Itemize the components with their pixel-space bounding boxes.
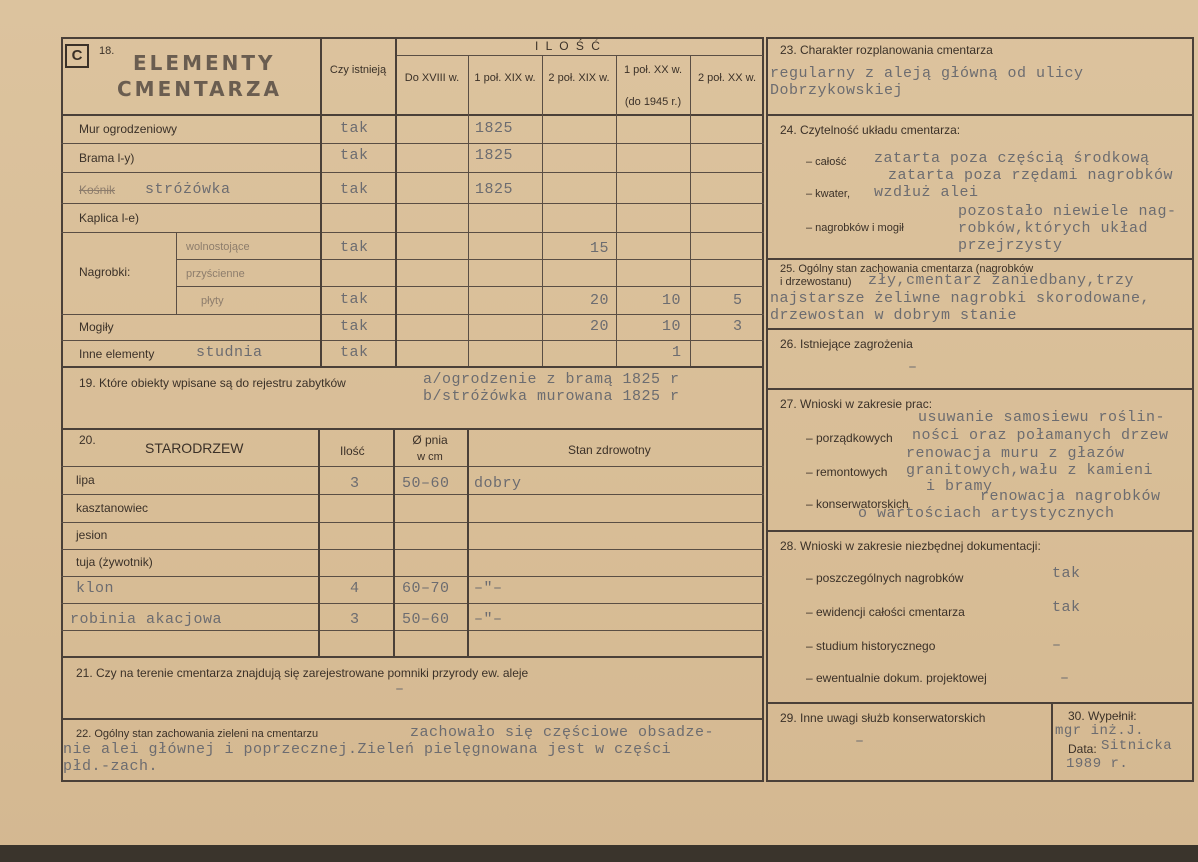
q28-item3-label: – studium historycznego: [806, 639, 936, 653]
col-do-xviii: Do XVIII w.: [404, 72, 460, 84]
row-plyty-c5: 5: [733, 292, 743, 309]
q30-date: 1989 r.: [1066, 756, 1129, 772]
tree-row-robinia-ilosc: 3: [350, 611, 360, 628]
q24-nagrobkow-value0: pozostało niewiele nag-: [958, 203, 1177, 220]
q27-rem-value0: renowacja muru z głazów: [906, 445, 1125, 462]
q27-kons-value1: renowacja nagrobków: [980, 488, 1161, 505]
q24-kwater-label: – kwater,: [806, 188, 851, 200]
q22-label: 22. Ogólny stan zachowania zieleni na cmentarzu: [76, 728, 319, 740]
q20-col-pnia-unit: w cm: [417, 451, 443, 463]
q24-nagrobkow-label: – nagrobków i mogił: [806, 222, 904, 234]
q28-item2-label: – ewidencji całości cmentarza: [806, 605, 965, 619]
q28-item3-value: –: [1052, 637, 1062, 654]
q23-line1: regularny z aleją główną od ulicy: [770, 65, 1084, 82]
q21-label: 21. Czy na terenie cmentarza znajdują się zarejestrowane pomniki przyrody ew. aleje: [76, 666, 529, 680]
right-frame-left: [766, 37, 768, 782]
q20-title: STARODRZEW: [145, 440, 244, 456]
tree-row-lipa-name: lipa: [76, 473, 95, 487]
row-mogily-c5: 3: [733, 318, 743, 335]
col-ilosc-header: I L O Ś Ć: [535, 39, 602, 53]
row-brama-czy: tak: [340, 147, 369, 164]
row-nagrobki-wolnostojace: wolnostojące: [186, 241, 250, 253]
q23-label: 23. Charakter rozplanowania cmentarza: [780, 43, 993, 57]
row-brama-c2: 1825: [475, 147, 514, 164]
tree-row-lipa-ilosc: 3: [350, 475, 360, 492]
q21-answer: –: [395, 681, 405, 698]
q27-porz-label: – porządkowych: [806, 431, 893, 445]
left-frame-top: [61, 37, 764, 39]
q20-col-stan: Stan zdrowotny: [568, 443, 651, 457]
q27-kons-value2: o wartościach artystycznych: [858, 505, 1115, 522]
row-kaplica-label: Kaplica l-e): [79, 211, 140, 225]
q30-name1: mgr inż.J.: [1055, 723, 1145, 739]
q22-line2: nie alei głównej i poprzecznej.Zieleń pielęgnowana jest w części: [63, 741, 672, 758]
row-nagrobki-plyty: płyty: [201, 295, 224, 307]
q26-answer: –: [908, 359, 918, 376]
col-1pol-xx: 1 poł. XX w.: [623, 64, 683, 76]
row-mur-czy: tak: [340, 120, 369, 137]
tree-row-klon-pnia: 60–70: [402, 580, 450, 597]
row-strozowka-c2: 1825: [475, 181, 514, 198]
tree-row-klon-stan: –"–: [474, 580, 503, 597]
row-nagrobki-v1: 15: [590, 240, 610, 257]
section-c-box: C: [65, 44, 89, 68]
tree-row-jesion-name: jesion: [76, 528, 108, 542]
tree-row-robinia-pnia: 50–60: [402, 611, 450, 628]
row-plyty-c3: 20: [590, 292, 610, 309]
section-18-number: 18.: [99, 45, 115, 57]
q28-label: 28. Wnioski w zakresie niezbędnej dokumentacji:: [780, 539, 1041, 553]
row-inne-label: Inne elementy: [79, 347, 155, 361]
q28-item1-label: – poszczególnych nagrobków: [806, 571, 964, 585]
q27-porz-value1: ności oraz połamanych drzew: [912, 427, 1169, 444]
right-frame-bottom: [766, 780, 1194, 782]
q28-item4-label: – ewentualnie dokum. projektowej: [806, 671, 987, 685]
q25-label2: i drzewostanu): [780, 276, 852, 288]
row-mogily-label: Mogiły: [79, 320, 114, 334]
row-nagrobki-czy3: tak: [340, 291, 369, 308]
q25-value2: najstarsze żeliwne nagrobki skorodowane,: [770, 290, 1151, 307]
row-nagrobki-czy1: tak: [340, 239, 369, 256]
tree-row-robinia-stan: –"–: [474, 611, 503, 628]
row-brama-label: Brama l-y): [79, 151, 135, 165]
col-czy-istnieja: Czy istnieją: [329, 64, 387, 76]
q19-label: 19. Które obiekty wpisane są do rejestru zabytków: [79, 376, 346, 390]
q23-line2: Dobrzykowskiej: [770, 82, 904, 99]
q19-line2: b/stróżówka murowana 1825 r: [423, 388, 680, 405]
q24-kwater-value1: wzdłuż alei: [874, 184, 979, 201]
right-frame-top: [766, 37, 1194, 39]
tree-row-lipa-pnia: 50–60: [402, 475, 450, 492]
q24-nagrobkow-value1: robków,których układ: [958, 220, 1149, 237]
q30-date-label: Data:: [1068, 742, 1097, 756]
q24-kwater-value0: zatarta poza rzędami nagrobków: [888, 167, 1174, 184]
row-nagrobki-label: Nagrobki:: [79, 265, 131, 279]
q27-rem-value1: granitowych,wału z kamieni: [906, 462, 1154, 479]
row-strozowka-label: Kośnik: [79, 183, 116, 197]
tree-row-klon-ilosc: 4: [350, 580, 360, 597]
q28-item4-value: –: [1060, 670, 1070, 687]
q20-number: 20.: [79, 433, 96, 447]
col-1pol-xix: 1 poł. XIX w.: [474, 72, 536, 84]
tree-row-kasztanowiec-name: kasztanowiec: [76, 501, 149, 515]
col-do-1945: (do 1945 r.): [624, 96, 682, 108]
q25-value1: zły,cmentarz zaniedbany,trzy: [868, 272, 1135, 289]
q27-kons-label: – konserwatorskich: [806, 497, 909, 511]
q27-porz-value0: usuwanie samosiewu roślin-: [918, 409, 1166, 426]
row-inne-typed: studnia: [196, 344, 263, 361]
row-plyty-c4: 10: [662, 292, 682, 309]
row-mogily-czy: tak: [340, 318, 369, 335]
q30-name2: Sitnicka: [1101, 738, 1173, 754]
row-strozowka-typed: stróżówka: [145, 181, 231, 198]
q22-line3: płd.-zach.: [63, 758, 159, 775]
tree-row-lipa-stan: dobry: [474, 475, 522, 492]
q27-label: 27. Wnioski w zakresie prac:: [780, 397, 933, 411]
left-frame-right: [762, 37, 764, 782]
tree-row-robinia-name: robinia akacjowa: [70, 611, 223, 628]
card-bottom-edge: [0, 845, 1198, 862]
q20-col-pnia: Ø pnia: [412, 433, 448, 447]
section-18-title-line1: ELEMENTY: [133, 51, 276, 75]
q25-value3: drzewostan w dobrym stanie: [770, 307, 1018, 324]
row-mur-label: Mur ogrodzeniowy: [79, 122, 178, 136]
row-nagrobki-przyscienne: przyścienne: [186, 268, 245, 280]
col-2pol-xix: 2 poł. XIX w.: [548, 72, 610, 84]
left-frame-left: [61, 37, 63, 782]
col-2pol-xx: 2 poł. XX w.: [697, 72, 757, 84]
q27-rem-label: – remontowych: [806, 465, 888, 479]
q28-item1-value: tak: [1052, 565, 1081, 582]
q29-answer: –: [855, 733, 865, 750]
q25-label1: 25. Ogólny stan zachowania cmentarza (nagrobków: [780, 263, 1034, 275]
left-frame-bottom: [61, 780, 764, 782]
row-mur-c2: 1825: [475, 120, 514, 137]
q26-label: 26. Istniejące zagrożenia: [780, 337, 913, 351]
q24-label: 24. Czytelność układu cmentarza:: [780, 123, 961, 137]
q30-label: 30. Wypełnił:: [1068, 709, 1137, 723]
row-strozowka-czy: tak: [340, 181, 369, 198]
q29-label: 29. Inne uwagi służb konserwatorskich: [780, 711, 986, 725]
q28-item2-value: tak: [1052, 599, 1081, 616]
row-mogily-c4: 10: [662, 318, 682, 335]
row-mogily-c3: 20: [590, 318, 610, 335]
q19-line1: a/ogrodzenie z bramą 1825 r: [423, 371, 680, 388]
q20-col-ilosc: Ilość: [340, 444, 365, 458]
right-frame-right: [1192, 37, 1194, 782]
q24-calosc-value: zatarta poza częścią środkową: [874, 150, 1150, 167]
tree-row-klon-name: klon: [76, 580, 115, 597]
q24-calosc-label: – całość: [806, 156, 847, 168]
section-18-title-line2: CMENTARZA: [117, 77, 282, 101]
q22-line1: zachowało się częściowe obsadze-: [410, 724, 715, 741]
tree-row-tuja-name: tuja (żywotnik): [76, 555, 153, 569]
row-inne-czy: tak: [340, 344, 369, 361]
q24-nagrobkow-value2: przejrzysty: [958, 237, 1063, 254]
row-inne-c4: 1: [672, 344, 682, 361]
q27-rem-value2: i bramy: [926, 478, 993, 495]
